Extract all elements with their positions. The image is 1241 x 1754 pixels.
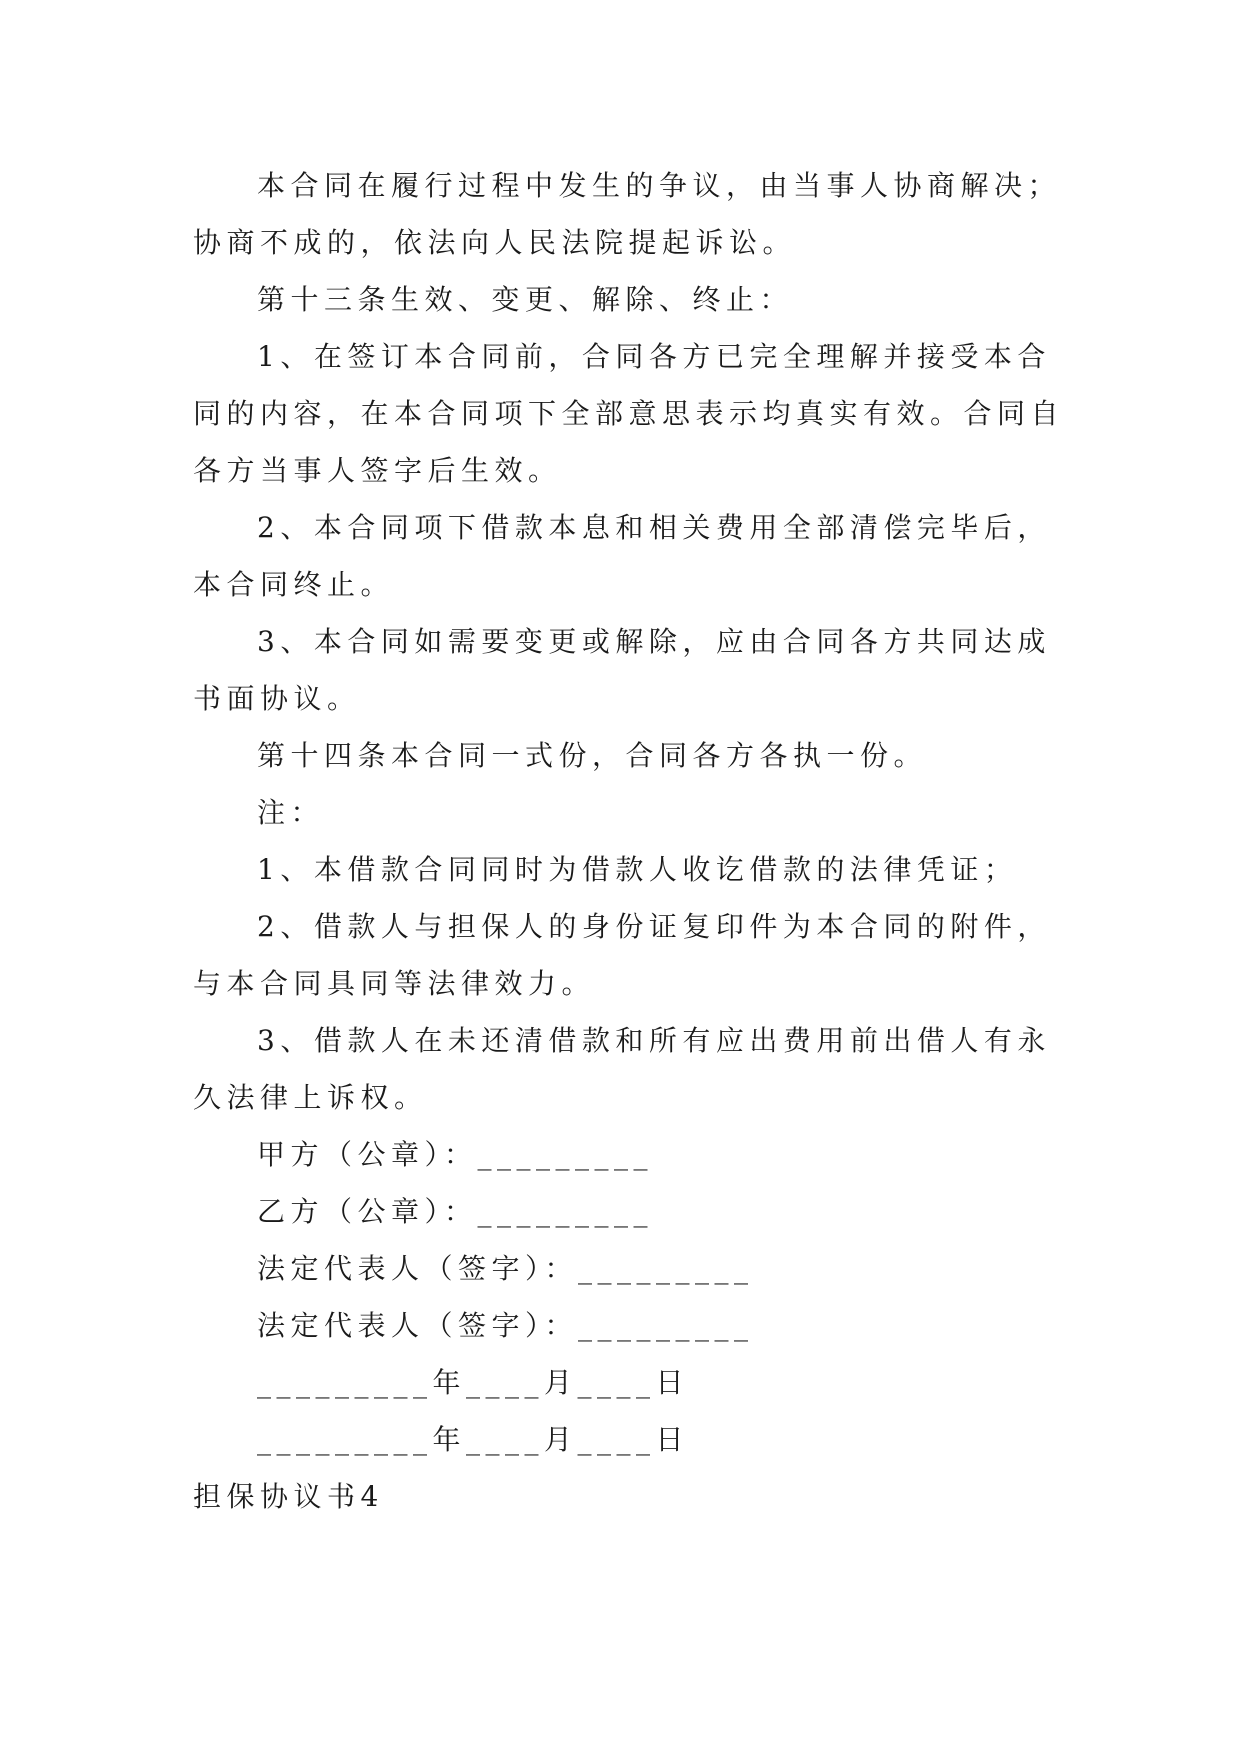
paragraph-line: 协商不成的，依法向人民法院提起诉讼。 [193, 226, 797, 259]
signature-line-legal-rep: 法定代表人（签字）：_________ [257, 1252, 754, 1285]
signature-line-party-a: 甲方（公章）：_________ [257, 1138, 654, 1171]
note-line: 1、本借款合同同时为借款人收讫借款的法律凭证； [257, 853, 1018, 886]
paragraph-line: 本合同终止。 [193, 568, 395, 601]
note-line: 久法律上诉权。 [193, 1081, 428, 1114]
paragraph-line: 书面协议。 [193, 682, 361, 715]
signature-line-party-b: 乙方（公章）：_________ [257, 1195, 654, 1228]
paragraph-line: 同的内容，在本合同项下全部意思表示均真实有效。合同自 [193, 397, 1065, 430]
note-heading: 注： [257, 796, 325, 829]
note-line: 2、借款人与担保人的身份证复印件为本合同的附件， [257, 910, 1051, 943]
paragraph-line: 2、本合同项下借款本息和相关费用全部清偿完毕后， [257, 511, 1051, 544]
article-heading: 第十三条生效、变更、解除、终止： [257, 283, 794, 316]
document-title: 担保协议书4 [193, 1480, 384, 1513]
signature-line-legal-rep: 法定代表人（签字）：_________ [257, 1309, 754, 1342]
paragraph-line: 1、在签订本合同前，合同各方已完全理解并接受本合 [257, 340, 1051, 373]
paragraph-line: 各方当事人签字后生效。 [193, 454, 562, 487]
note-line: 与本合同具同等法律效力。 [193, 967, 596, 1000]
date-line: _________年____月____日 [257, 1423, 690, 1456]
note-line: 3、借款人在未还清借款和所有应出费用前出借人有永 [257, 1024, 1051, 1057]
article-heading: 第十四条本合同一式份，合同各方各执一份。 [257, 739, 928, 772]
paragraph-line: 本合同在履行过程中发生的争议，由当事人协商解决； [257, 169, 1062, 202]
date-line: _________年____月____日 [257, 1366, 690, 1399]
paragraph-line: 3、本合同如需要变更或解除，应由合同各方共同达成 [257, 625, 1051, 658]
